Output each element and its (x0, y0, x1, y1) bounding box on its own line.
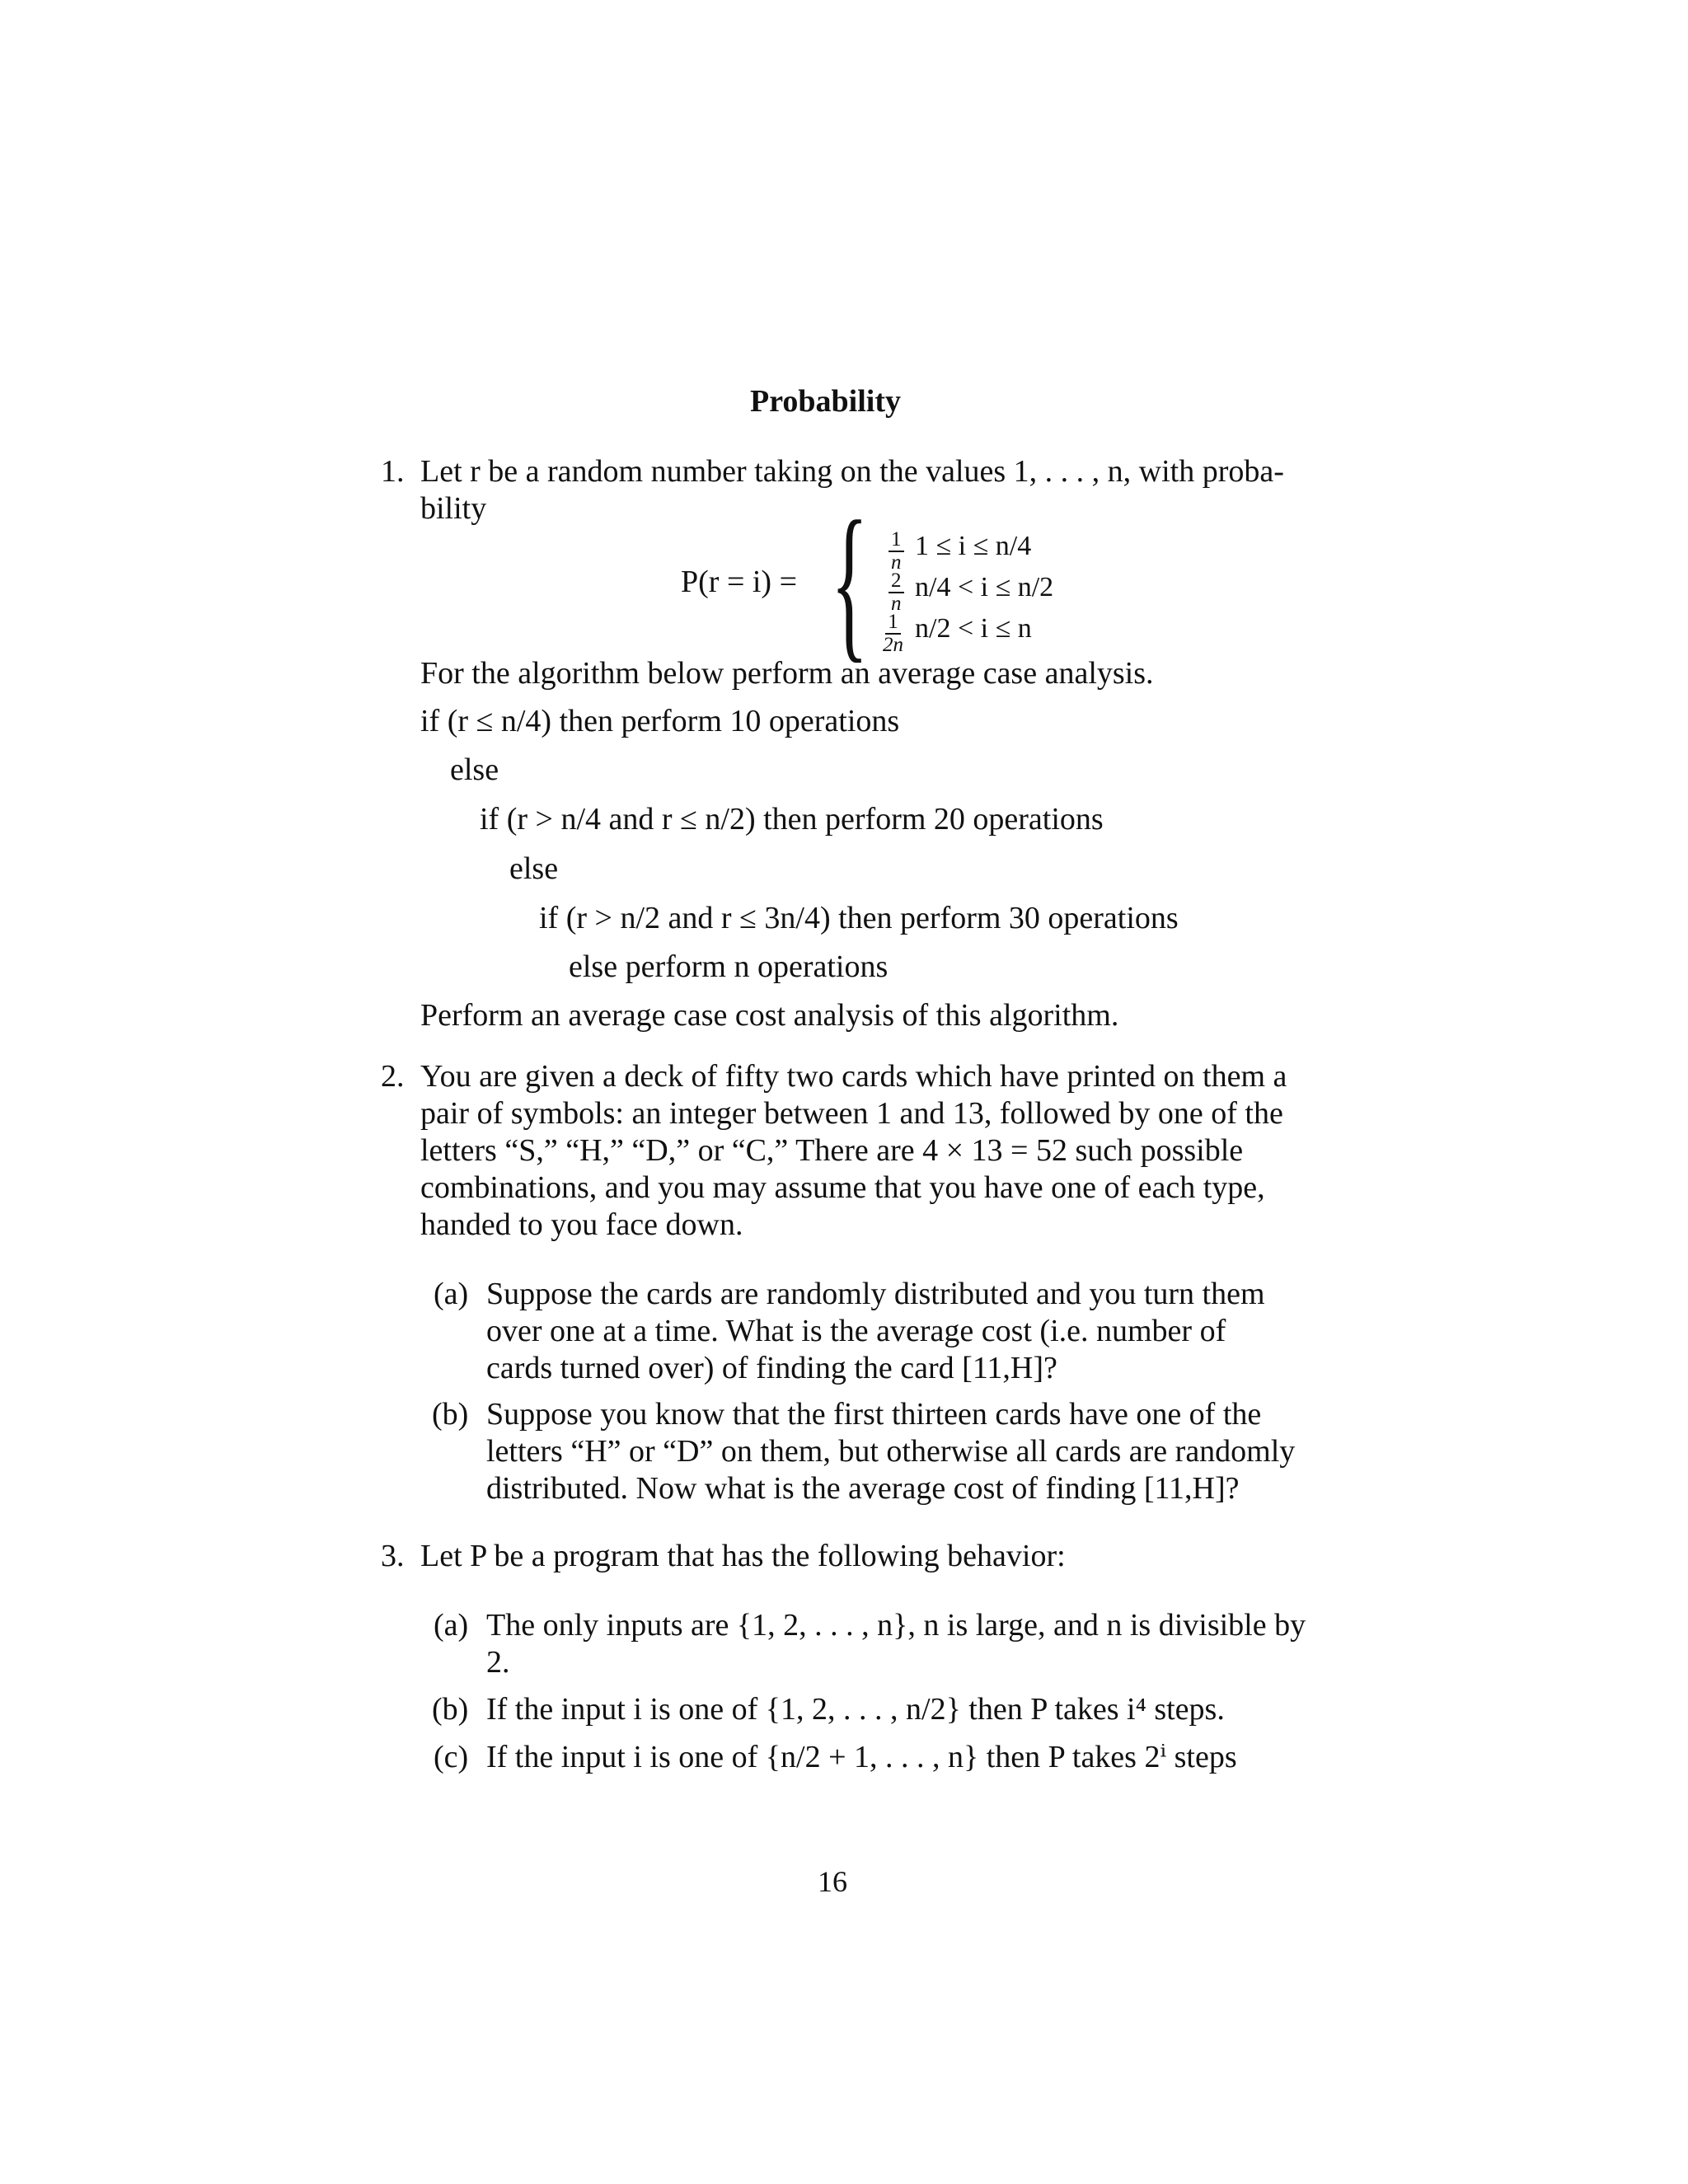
problem-3c-line-1: If the input i is one of {n/2 + 1, . . . , n} then P takes 2ⁱ steps (486, 1740, 1237, 1774)
problem-2-line-3: letters “S,” “H,” “D,” or “C,” There are 4 × 13 = 52 such possible (420, 1133, 1244, 1168)
algorithm-line-4: else (509, 851, 559, 886)
algorithm-line-5: if (r > n/2 and r ≤ 3n/4) then perform 30 operations (539, 901, 1179, 935)
formula-brace: { (831, 486, 869, 677)
formula-case-1-value: $\frac{1}{n}$ (889, 529, 904, 574)
problem-3c-label: (c) (434, 1740, 469, 1774)
problem-3-intro: Let P be a program that has the following behavior: (420, 1539, 1066, 1573)
formula-case-2-condition: n/4 < i ≤ n/2 (915, 572, 1054, 602)
problem-2a-label: (a) (434, 1277, 469, 1311)
algorithm-line-3: if (r > n/4 and r ≤ n/2) then perform 20 operations (480, 802, 1104, 837)
algorithm-line-1: if (r ≤ n/4) then perform 10 operations (420, 704, 900, 738)
algorithm-line-2: else (450, 752, 499, 787)
problem-1-intro-line-1: Let r be a random number taking on the values 1, . . . , n, with proba- (420, 454, 1284, 489)
problem-2b-line-1: Suppose you know that the first thirteen cards have one of the (486, 1397, 1262, 1432)
formula-lhs: P(r = i) = (681, 565, 798, 599)
problem-2-line-2: pair of symbols: an integer between 1 and 13, followed by one of the (420, 1096, 1283, 1131)
problem-3-number: 3. (381, 1539, 405, 1573)
problem-2-line-5: handed to you face down. (420, 1207, 743, 1242)
problem-2-line-4: combinations, and you may assume that you have one of each type, (420, 1170, 1265, 1205)
problem-1-number: 1. (381, 454, 405, 489)
problem-3b-label: (b) (432, 1692, 469, 1727)
problem-3a-label: (a) (434, 1608, 469, 1643)
problem-3a-line-2: 2. (486, 1645, 510, 1680)
problem-2a-line-1: Suppose the cards are randomly distributed and you turn them (486, 1277, 1265, 1311)
problem-2a-line-3: cards turned over) of finding the card [11,H]? (486, 1351, 1057, 1385)
problem-2-number: 2. (381, 1059, 405, 1094)
formula-case-2-value: $\frac{2}{n}$ (889, 570, 904, 615)
problem-2a-line-2: over one at a time. What is the average cost (i.e. number of (486, 1314, 1226, 1348)
problem-1-instruction: For the algorithm below perform an average case analysis. (420, 656, 1154, 691)
formula-case-3-value: $\frac{1}{2n}$ (883, 611, 903, 656)
problem-2b-line-3: distributed. Now what is the average cost of finding [11,H]? (486, 1471, 1240, 1506)
algorithm-line-6: else perform n operations (569, 949, 889, 984)
problem-1-closing: Perform an average case cost analysis of this algorithm. (420, 998, 1119, 1033)
problem-2b-label: (b) (432, 1397, 469, 1432)
formula-case-3-condition: n/2 < i ≤ n (915, 613, 1032, 644)
problem-3b-line-1: If the input i is one of {1, 2, . . . , n/2} then P takes i⁴ steps. (486, 1692, 1225, 1727)
page-number: 16 (818, 1865, 847, 1898)
problem-2b-line-2: letters “H” or “D” on them, but otherwise all cards are randomly (486, 1434, 1296, 1469)
problem-1-intro-line-2: bility (420, 491, 487, 526)
formula-case-1-condition: 1 ≤ i ≤ n/4 (915, 531, 1032, 561)
page-title: Probability (750, 384, 901, 419)
problem-2-line-1: You are given a deck of fifty two cards which have printed on them a (420, 1059, 1287, 1094)
problem-3a-line-1: The only inputs are {1, 2, . . . , n}, n is large, and n is divisible by (486, 1608, 1306, 1643)
